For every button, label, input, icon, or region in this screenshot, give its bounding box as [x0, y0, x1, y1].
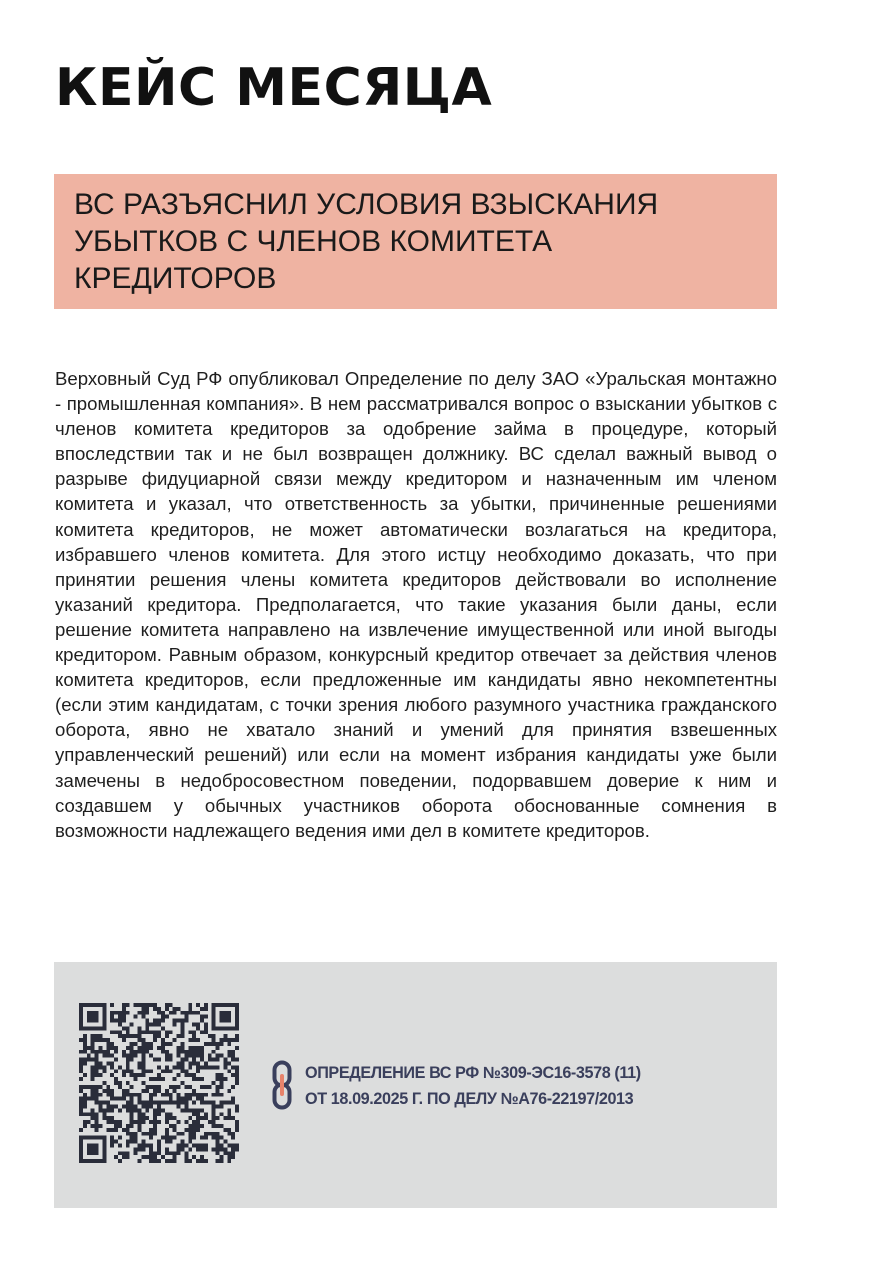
page-title: КЕЙС МЕСЯЦА [55, 58, 493, 118]
qr-finder-pattern [214, 1005, 237, 1028]
reference-line-2: ОТ 18.09.2025 Г. ПО ДЕЛУ №А76-22197/2013 [305, 1090, 634, 1108]
link-icon [272, 1060, 292, 1110]
reference-line-1: ОПРЕДЕЛЕНИЕ ВС РФ №309-ЭС16-3578 (11) [305, 1064, 641, 1082]
article-body: Верховный Суд РФ опубликовал Определение по делу ЗАО «Уральская монтажно - промышленная компания». В нем рассматривался вопрос о взыскании убытков с членов комитета кредиторов за одобрение займа в процедуре, который впоследствии так и не был возвращен должнику. ВС сделал важный вывод о разрыве фидуциарной связи между кредитором и назначенным им членом комитета и указал, что ответственность за убытки, причиненные решениями комитета кредиторов, не может автоматически возлагаться на кредитора, избравшего членов комитета. Для этого истцу необходимо доказать, что при принятии решения члены комитета кредиторов действовали во исполнение указаний кредитора. Предполагается, что такие указания были даны, если решение комитета направлено на извлечение имущественной или иной выгоды кредитором. Равным образом, конкурсный кредитор отвечает за действия членов комитета кредиторов, если предложенные им кандидаты явно некомпетентны (если этим кандидатам, с точки зрения любого разумного участника гражданского оборота, явно не хватало знаний и умений для принятия взвешенных управленческий решений) или если на момент избрания кандидаты уже были замечены в недобросовестном поведении, подорвавшем доверие к ним и создавшем у обычных участников оборота обоснованные сомнения в возможности надлежащего ведения ими дел в комитете кредиторов. [55, 368, 777, 841]
reference-panel [54, 962, 777, 1208]
headline-text: ВС РАЗЪЯСНИЛ УСЛОВИЯ ВЗЫСКАНИЯ УБЫТКОВ С ЧЛЕНОВ КОМИТЕТА КРЕДИТОРОВ [74, 188, 659, 295]
reference-citation[interactable] [305, 1060, 641, 1112]
headline-banner [54, 174, 777, 309]
qr-finder-pattern [81, 1138, 104, 1161]
qr-code-icon[interactable] [79, 1003, 239, 1163]
qr-finder-pattern [81, 1005, 104, 1028]
